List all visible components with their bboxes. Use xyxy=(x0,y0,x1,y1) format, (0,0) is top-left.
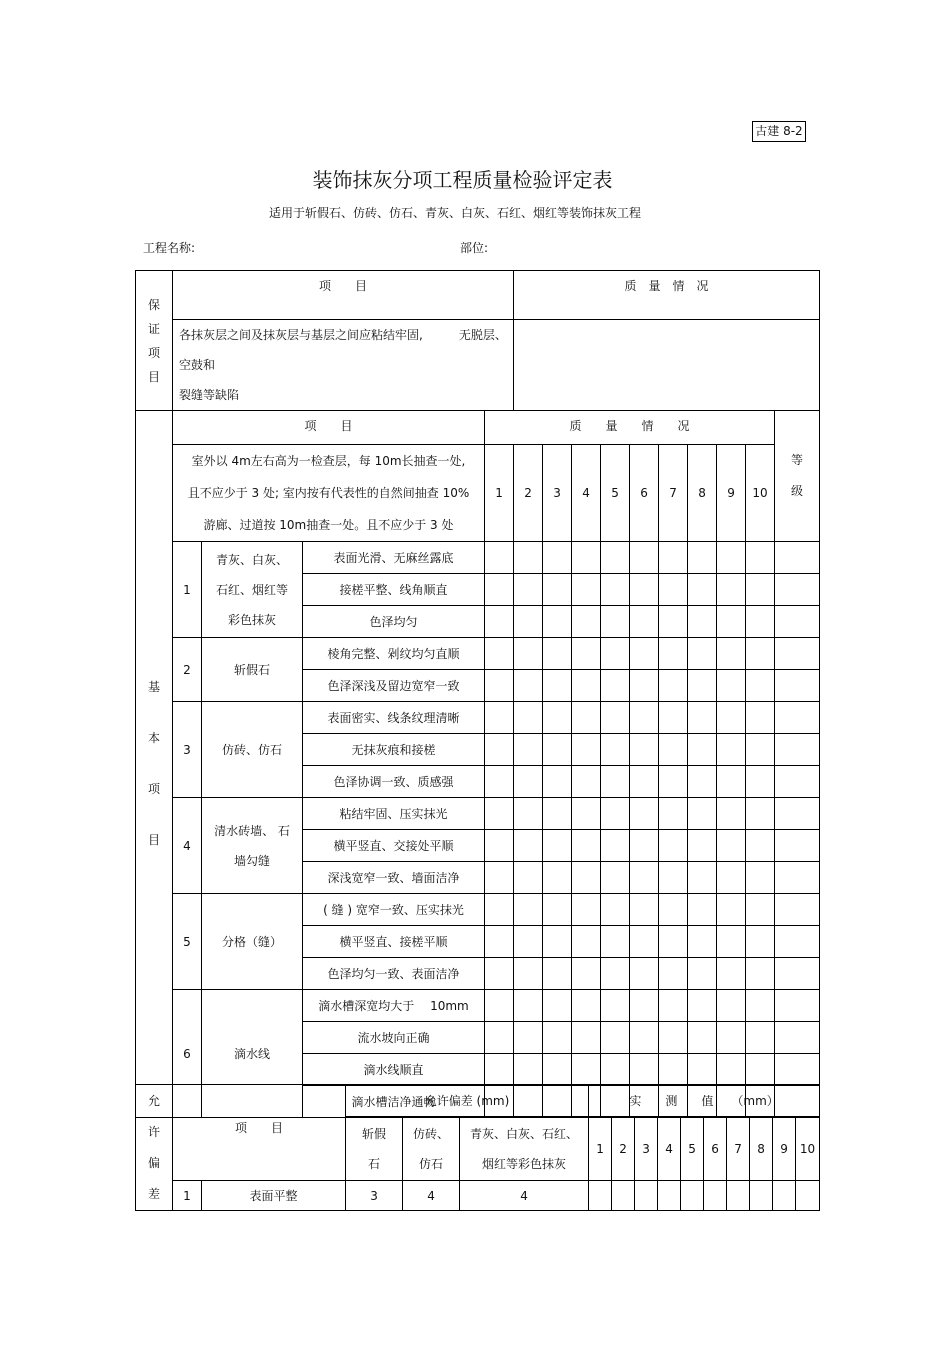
measure-num-3: 3 xyxy=(635,1117,658,1181)
guarantee-quality-header: 质 量 情 况 xyxy=(514,271,820,320)
check-cell[interactable] xyxy=(717,734,746,766)
grade-cell[interactable] xyxy=(775,958,820,990)
check-cell[interactable] xyxy=(601,638,630,670)
check-cell[interactable] xyxy=(572,926,601,958)
check-cell[interactable] xyxy=(630,542,659,574)
check-cell[interactable] xyxy=(601,702,630,734)
check-cell[interactable] xyxy=(543,638,572,670)
check-cell[interactable] xyxy=(543,830,572,862)
check-cell[interactable] xyxy=(543,862,572,894)
group-3-item-1: 表面密实、线条纹理清晰 xyxy=(303,702,485,734)
basic-item-header: 项 目 xyxy=(173,411,485,445)
check-cell[interactable] xyxy=(601,1022,630,1054)
measure-num-5: 5 xyxy=(681,1117,704,1181)
check-cell[interactable] xyxy=(572,574,601,606)
basic-quality-header: 质 量 情 况 xyxy=(485,411,775,445)
check-cell[interactable] xyxy=(543,958,572,990)
group-4-name: 清水砖墙、 石 墙勾缝 xyxy=(202,798,303,894)
check-cell[interactable] xyxy=(630,894,659,926)
check-cell[interactable] xyxy=(746,1022,775,1054)
grade-cell[interactable] xyxy=(775,830,820,862)
check-num-9: 9 xyxy=(717,445,746,542)
group-4-item-2: 横平竖直、交接处平顺 xyxy=(303,830,485,862)
check-cell[interactable] xyxy=(688,638,717,670)
check-cell[interactable] xyxy=(659,702,688,734)
group-5-item-2: 横平竖直、接槎平顺 xyxy=(303,926,485,958)
check-cell[interactable] xyxy=(630,574,659,606)
check-cell[interactable] xyxy=(572,734,601,766)
check-cell[interactable] xyxy=(514,734,543,766)
check-cell[interactable] xyxy=(514,894,543,926)
group-1-num: 1 xyxy=(173,542,202,638)
check-num-8: 8 xyxy=(688,445,717,542)
check-cell[interactable] xyxy=(688,766,717,798)
group-6-item-2: 流水坡向正确 xyxy=(303,1022,485,1054)
check-cell[interactable] xyxy=(659,1054,688,1086)
check-cell[interactable] xyxy=(688,926,717,958)
check-cell[interactable] xyxy=(688,894,717,926)
check-cell[interactable] xyxy=(601,542,630,574)
check-cell[interactable] xyxy=(717,606,746,638)
guarantee-quality-cell[interactable] xyxy=(514,320,820,411)
check-cell[interactable] xyxy=(688,862,717,894)
check-num-2: 2 xyxy=(514,445,543,542)
page-subtitle: 适用于斩假石、仿砖、仿石、青灰、白灰、石红、烟红等装饰抹灰工程 xyxy=(268,206,641,220)
check-cell[interactable] xyxy=(514,862,543,894)
grade-cell[interactable] xyxy=(775,862,820,894)
tolerance-table xyxy=(135,1084,820,1211)
check-cell[interactable] xyxy=(688,734,717,766)
check-cell[interactable] xyxy=(717,574,746,606)
check-cell[interactable] xyxy=(717,926,746,958)
check-cell[interactable] xyxy=(543,574,572,606)
measure-num-10: 10 xyxy=(796,1117,820,1181)
check-cell[interactable] xyxy=(514,990,543,1022)
grade-cell[interactable] xyxy=(775,734,820,766)
check-cell[interactable] xyxy=(688,574,717,606)
group-5-num: 5 xyxy=(173,894,202,990)
check-cell[interactable] xyxy=(630,1022,659,1054)
measure-cell[interactable] xyxy=(704,1181,727,1211)
check-cell[interactable] xyxy=(746,542,775,574)
check-cell[interactable] xyxy=(659,638,688,670)
group-4-item-3: 深浅宽窄一致、墙面洁净 xyxy=(303,862,485,894)
check-cell[interactable] xyxy=(659,670,688,702)
check-cell[interactable] xyxy=(746,926,775,958)
check-cell[interactable] xyxy=(717,638,746,670)
check-cell[interactable] xyxy=(630,926,659,958)
check-cell[interactable] xyxy=(717,542,746,574)
check-num-7: 7 xyxy=(659,445,688,542)
check-cell[interactable] xyxy=(543,1022,572,1054)
check-cell[interactable] xyxy=(717,1054,746,1086)
measure-num-8: 8 xyxy=(750,1117,773,1181)
grade-cell[interactable] xyxy=(775,1054,820,1086)
check-cell[interactable] xyxy=(659,862,688,894)
group-2-num: 2 xyxy=(173,638,202,702)
check-cell[interactable] xyxy=(572,542,601,574)
check-cell[interactable] xyxy=(601,958,630,990)
check-cell[interactable] xyxy=(688,542,717,574)
measure-cell[interactable] xyxy=(681,1181,704,1211)
measure-cell[interactable] xyxy=(727,1181,750,1211)
check-cell[interactable] xyxy=(572,606,601,638)
check-cell[interactable] xyxy=(485,606,514,638)
check-cell[interactable] xyxy=(485,830,514,862)
check-cell[interactable] xyxy=(514,606,543,638)
check-cell[interactable] xyxy=(746,766,775,798)
check-cell[interactable] xyxy=(514,542,543,574)
page-title: 装饰抹灰分项工程质量检验评定表 xyxy=(312,168,613,192)
check-cell[interactable] xyxy=(746,734,775,766)
check-cell[interactable] xyxy=(630,670,659,702)
check-cell[interactable] xyxy=(746,990,775,1022)
basic-side-label: 基 本 项 目 xyxy=(136,411,173,1118)
check-cell[interactable] xyxy=(601,830,630,862)
check-cell[interactable] xyxy=(514,1054,543,1086)
check-cell[interactable] xyxy=(485,670,514,702)
check-cell[interactable] xyxy=(630,798,659,830)
check-cell[interactable] xyxy=(717,766,746,798)
check-cell[interactable] xyxy=(659,894,688,926)
check-cell[interactable] xyxy=(572,958,601,990)
check-cell[interactable] xyxy=(514,798,543,830)
group-3-item-2: 无抹灰痕和接槎 xyxy=(303,734,485,766)
check-cell[interactable] xyxy=(601,926,630,958)
group-2-item-2: 色泽深浅及留边宽窄一致 xyxy=(303,670,485,702)
tol-col-chopped-stone: 斩假 石 xyxy=(346,1117,403,1181)
check-cell[interactable] xyxy=(572,830,601,862)
check-cell[interactable] xyxy=(746,670,775,702)
check-cell[interactable] xyxy=(601,798,630,830)
check-cell[interactable] xyxy=(746,1054,775,1086)
grade-cell[interactable] xyxy=(775,798,820,830)
measure-cell[interactable] xyxy=(658,1181,681,1211)
tolerance-row-1-b: 4 xyxy=(403,1181,460,1211)
check-cell[interactable] xyxy=(717,958,746,990)
measured-header: 实 测 值 （mm） xyxy=(589,1085,820,1117)
check-cell[interactable] xyxy=(572,894,601,926)
check-cell[interactable] xyxy=(659,926,688,958)
check-cell[interactable] xyxy=(514,638,543,670)
group-1-name: 青灰、白灰、 石红、烟红等 彩色抹灰 xyxy=(202,542,303,638)
check-cell[interactable] xyxy=(630,1054,659,1086)
tolerance-header: 允许偏差 (mm) xyxy=(346,1085,589,1117)
check-cell[interactable] xyxy=(543,894,572,926)
check-cell[interactable] xyxy=(485,990,514,1022)
check-cell[interactable] xyxy=(543,734,572,766)
measure-num-6: 6 xyxy=(704,1117,727,1181)
check-cell[interactable] xyxy=(717,702,746,734)
measure-num-7: 7 xyxy=(727,1117,750,1181)
check-cell[interactable] xyxy=(659,958,688,990)
check-cell[interactable] xyxy=(485,1022,514,1054)
tolerance-row-1-name: 表面平整 xyxy=(202,1181,346,1211)
guarantee-side-label: 保 证 项 目 xyxy=(136,271,173,411)
grade-cell[interactable] xyxy=(775,1022,820,1054)
check-cell[interactable] xyxy=(717,830,746,862)
check-cell[interactable] xyxy=(572,1054,601,1086)
check-cell[interactable] xyxy=(485,894,514,926)
tol-col-color-plaster: 青灰、白灰、石红、 烟红等彩色抹灰 xyxy=(460,1117,589,1181)
check-cell[interactable] xyxy=(543,990,572,1022)
grade-cell[interactable] xyxy=(775,702,820,734)
check-cell[interactable] xyxy=(601,862,630,894)
check-cell[interactable] xyxy=(659,542,688,574)
check-cell[interactable] xyxy=(601,766,630,798)
check-cell[interactable] xyxy=(659,734,688,766)
check-cell[interactable] xyxy=(630,734,659,766)
grade-cell[interactable] xyxy=(775,638,820,670)
check-cell[interactable] xyxy=(746,798,775,830)
grade-cell[interactable] xyxy=(775,990,820,1022)
measure-num-9: 9 xyxy=(773,1117,796,1181)
check-cell[interactable] xyxy=(688,830,717,862)
check-cell[interactable] xyxy=(485,638,514,670)
check-cell[interactable] xyxy=(485,542,514,574)
check-cell[interactable] xyxy=(485,702,514,734)
grade-cell[interactable] xyxy=(775,574,820,606)
check-cell[interactable] xyxy=(630,638,659,670)
tolerance-item-header: 项 目 xyxy=(173,1085,346,1181)
grade-cell[interactable] xyxy=(775,894,820,926)
check-cell[interactable] xyxy=(543,926,572,958)
check-cell[interactable] xyxy=(514,670,543,702)
check-cell[interactable] xyxy=(688,990,717,1022)
grade-cell[interactable] xyxy=(775,926,820,958)
check-cell[interactable] xyxy=(630,606,659,638)
check-cell[interactable] xyxy=(688,1022,717,1054)
check-cell[interactable] xyxy=(514,958,543,990)
check-cell[interactable] xyxy=(485,574,514,606)
check-num-10: 10 xyxy=(746,445,775,542)
check-cell[interactable] xyxy=(659,990,688,1022)
check-cell[interactable] xyxy=(543,798,572,830)
measure-num-1: 1 xyxy=(589,1117,612,1181)
group-2-item-1: 棱角完整、剁纹均匀直顺 xyxy=(303,638,485,670)
location-label: 部位: xyxy=(460,241,489,255)
check-cell[interactable] xyxy=(572,670,601,702)
check-cell[interactable] xyxy=(572,990,601,1022)
project-name-label: 工程名称: xyxy=(143,241,196,255)
group-6-item-4: 滴水槽洁净通畅 xyxy=(303,1086,485,1118)
check-cell[interactable] xyxy=(717,862,746,894)
group-1-item-3: 色泽均匀 xyxy=(303,606,485,638)
check-cell[interactable] xyxy=(630,702,659,734)
check-cell[interactable] xyxy=(688,606,717,638)
check-cell[interactable] xyxy=(630,830,659,862)
group-1-item-1: 表面光滑、无麻丝露底 xyxy=(303,542,485,574)
check-cell[interactable] xyxy=(572,862,601,894)
check-cell[interactable] xyxy=(746,606,775,638)
check-num-6: 6 xyxy=(630,445,659,542)
measure-num-4: 4 xyxy=(658,1117,681,1181)
check-num-4: 4 xyxy=(572,445,601,542)
check-num-3: 3 xyxy=(543,445,572,542)
check-cell[interactable] xyxy=(485,734,514,766)
tolerance-row-1-c: 4 xyxy=(460,1181,589,1211)
basic-sampling-note: 室外以 4m左右高为一检查层，每 10m长抽查一处, 且不应少于 3 处; 室内按有代表性的自然间抽查 10% 游廊、过道按 10m抽查一处。且不应少于 3 处 xyxy=(173,445,485,542)
measure-num-2: 2 xyxy=(612,1117,635,1181)
group-4-item-1: 粘结牢固、压实抹光 xyxy=(303,798,485,830)
check-cell[interactable] xyxy=(717,990,746,1022)
form-code: 古建 8-2 xyxy=(752,121,806,142)
check-cell[interactable] xyxy=(746,702,775,734)
check-cell[interactable] xyxy=(717,1022,746,1054)
check-cell[interactable] xyxy=(572,798,601,830)
check-cell[interactable] xyxy=(746,958,775,990)
check-cell[interactable] xyxy=(543,606,572,638)
check-cell[interactable] xyxy=(659,574,688,606)
check-cell[interactable] xyxy=(601,574,630,606)
group-5-item-3: 色泽均匀一致、表面洁净 xyxy=(303,958,485,990)
check-cell[interactable] xyxy=(659,606,688,638)
measure-cell[interactable] xyxy=(612,1181,635,1211)
check-cell[interactable] xyxy=(485,798,514,830)
group-2-name: 斩假石 xyxy=(202,638,303,702)
check-cell[interactable] xyxy=(717,798,746,830)
check-cell[interactable] xyxy=(688,702,717,734)
check-cell[interactable] xyxy=(659,830,688,862)
check-cell[interactable] xyxy=(572,1022,601,1054)
check-cell[interactable] xyxy=(601,990,630,1022)
tolerance-side-label: 允 许 偏 差 xyxy=(136,1085,173,1211)
check-cell[interactable] xyxy=(688,958,717,990)
check-cell[interactable] xyxy=(746,830,775,862)
group-6-item-1: 滴水槽深宽均大于 10mm xyxy=(303,990,485,1022)
measure-cell[interactable] xyxy=(635,1181,658,1211)
measure-cell[interactable] xyxy=(773,1181,796,1211)
check-num-1: 1 xyxy=(485,445,514,542)
check-cell[interactable] xyxy=(630,990,659,1022)
check-cell[interactable] xyxy=(514,702,543,734)
guarantee-item-header: 项 目 xyxy=(173,271,514,320)
check-cell[interactable] xyxy=(543,1054,572,1086)
check-cell[interactable] xyxy=(717,670,746,702)
group-3-num: 3 xyxy=(173,702,202,798)
inspection-table xyxy=(135,270,820,1118)
grade-header: 等 级 xyxy=(775,411,820,542)
group-5-item-1: ( 缝 ) 宽窄一致、压实抹光 xyxy=(303,894,485,926)
check-cell[interactable] xyxy=(630,958,659,990)
check-cell[interactable] xyxy=(514,574,543,606)
check-cell[interactable] xyxy=(514,1022,543,1054)
check-cell[interactable] xyxy=(659,1022,688,1054)
check-cell[interactable] xyxy=(601,894,630,926)
tol-col-imitation-brick: 仿砖、 仿石 xyxy=(403,1117,460,1181)
guarantee-item-text: 各抹灰层之间及抹灰层与基层之间应粘结牢固, 无脱层、空鼓和 裂缝等缺陷 xyxy=(173,320,514,411)
check-cell[interactable] xyxy=(514,830,543,862)
check-num-5: 5 xyxy=(601,445,630,542)
check-cell[interactable] xyxy=(746,894,775,926)
check-cell[interactable] xyxy=(572,766,601,798)
check-cell[interactable] xyxy=(514,766,543,798)
check-cell[interactable] xyxy=(572,702,601,734)
group-1-item-2: 接槎平整、线角顺直 xyxy=(303,574,485,606)
measure-cell[interactable] xyxy=(750,1181,773,1211)
check-cell[interactable] xyxy=(514,926,543,958)
check-cell[interactable] xyxy=(485,862,514,894)
check-cell[interactable] xyxy=(659,766,688,798)
check-cell[interactable] xyxy=(543,766,572,798)
check-cell[interactable] xyxy=(543,702,572,734)
grade-cell[interactable] xyxy=(775,606,820,638)
check-cell[interactable] xyxy=(485,1054,514,1086)
grade-cell[interactable] xyxy=(775,766,820,798)
group-6-item-3: 滴水线顺直 xyxy=(303,1054,485,1086)
tolerance-row-1-num: 1 xyxy=(173,1181,202,1211)
check-cell[interactable] xyxy=(601,1054,630,1086)
measure-cell[interactable] xyxy=(589,1181,612,1211)
check-cell[interactable] xyxy=(572,638,601,670)
check-cell[interactable] xyxy=(717,894,746,926)
group-6-num: 6 xyxy=(173,990,202,1118)
check-cell[interactable] xyxy=(543,670,572,702)
check-cell[interactable] xyxy=(688,670,717,702)
check-cell[interactable] xyxy=(543,542,572,574)
check-cell[interactable] xyxy=(746,862,775,894)
check-cell[interactable] xyxy=(688,1054,717,1086)
check-cell[interactable] xyxy=(601,734,630,766)
check-cell[interactable] xyxy=(485,958,514,990)
check-cell[interactable] xyxy=(746,574,775,606)
grade-cell[interactable] xyxy=(775,542,820,574)
measure-cell[interactable] xyxy=(796,1181,820,1211)
check-cell[interactable] xyxy=(746,638,775,670)
grade-cell[interactable] xyxy=(775,670,820,702)
check-cell[interactable] xyxy=(688,798,717,830)
check-cell[interactable] xyxy=(659,798,688,830)
check-cell[interactable] xyxy=(630,862,659,894)
check-cell[interactable] xyxy=(485,926,514,958)
check-cell[interactable] xyxy=(485,766,514,798)
tolerance-row-1-a: 3 xyxy=(346,1181,403,1211)
check-cell[interactable] xyxy=(601,606,630,638)
check-cell[interactable] xyxy=(630,766,659,798)
group-3-name: 仿砖、仿石 xyxy=(202,702,303,798)
check-cell[interactable] xyxy=(601,670,630,702)
group-6-name: 滴水线 xyxy=(202,990,303,1118)
group-5-name: 分格（缝） xyxy=(202,894,303,990)
group-3-item-3: 色泽协调一致、质感强 xyxy=(303,766,485,798)
group-4-num: 4 xyxy=(173,798,202,894)
